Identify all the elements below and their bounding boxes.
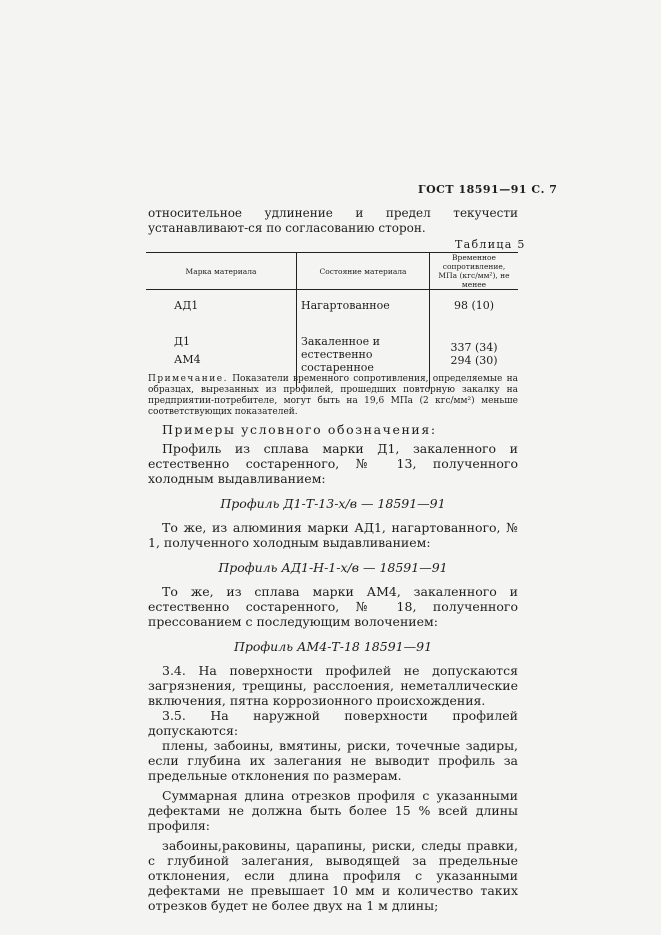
note-label: Примечание. [148, 374, 228, 384]
cell-grade: АД1 [174, 299, 199, 312]
column-header-grade: Марка материала [146, 253, 297, 290]
cell-state: Нагартованное [297, 290, 430, 328]
total-length-paragraph: Суммарная длина отрезков профиля с указанными дефектами не должна быть более 15 % всей длины профиля: [148, 788, 518, 833]
examples-heading: Примеры условного обозначения: [162, 422, 437, 437]
defects-list-2: забоины,раковины, царапины, риски, следы правки, с глубиной залегания, выводящей за предельные отклонения, если длина профиля с указанными дефектами не превышает 10 мм и количество таких отрезков будет не более двух на 1 м длины; [148, 838, 518, 913]
section-3-5: 3.5. На наружной поверхности профилей допускаются: [148, 708, 518, 738]
intro-paragraph: относительное удлинение и предел текучести устанавливают-ся по согласованию сторон. [148, 206, 518, 235]
page-header: ГОСТ 18591—91 С. 7 [418, 183, 558, 196]
cell-strength: 98 (10) [430, 290, 519, 328]
example-1-text: Профиль из сплава марки Д1, закаленного и естественно состаренного, № 13, полученного холодным выдавливанием: [148, 441, 518, 486]
example-3-designation: Профиль АМ4-Т-18 18591—91 [233, 639, 433, 654]
table-row [146, 290, 518, 328]
example-3-text: То же, из сплава марки АМ4, закаленного и естественно состаренного, № 18, полученного прессованием с последующим волочением: [148, 584, 518, 629]
section-3-4: 3.4. На поверхности профилей не допускаются загрязнения, трещины, расслоения, неметаллические включения, пятна коррозионного происхождения. [148, 663, 518, 708]
example-1-designation: Профиль Д1-Т-13-х/в — 18591—91 [220, 496, 446, 511]
table-5 [146, 252, 518, 389]
cell-grade-am4: АМ4 [174, 353, 201, 366]
table-note [148, 374, 518, 418]
example-2-text: То же, из алюминия марки АД1, нагартованного, № 1, полученного холодным выдавливанием: [148, 520, 518, 550]
column-header-state: Состояние материала [297, 253, 430, 290]
cell-strength-am4: 294 (30) [450, 354, 498, 367]
defects-list-1: плены, забоины, вмятины, риски, точечные задиры, если глубина их залегания не выводит профиль за предельные отклонения по размерам. [148, 738, 518, 783]
note-text: Показатели временного сопротивления, определяемые на образцах, вырезанных из профилей, прошедших повторную закалку на предприятии-потребителе, могут быть на 19,6 МПа (2 кгс/мм²) меньше соответствующих показателей. [148, 374, 518, 417]
example-2-designation: Профиль АД1-Н-1-х/в — 18591—91 [218, 560, 448, 575]
main-text [148, 422, 518, 913]
table-caption: Таблица 5 [455, 238, 526, 251]
cell-grade-d1: Д1 [174, 335, 190, 348]
cell-strength-d1: 337 (34) [450, 341, 498, 354]
cell-state: Закаленное и естественно состаренное [297, 327, 430, 389]
column-header-strength: Временное сопротивление, МПа (кгс/мм²), не менее [430, 253, 519, 290]
